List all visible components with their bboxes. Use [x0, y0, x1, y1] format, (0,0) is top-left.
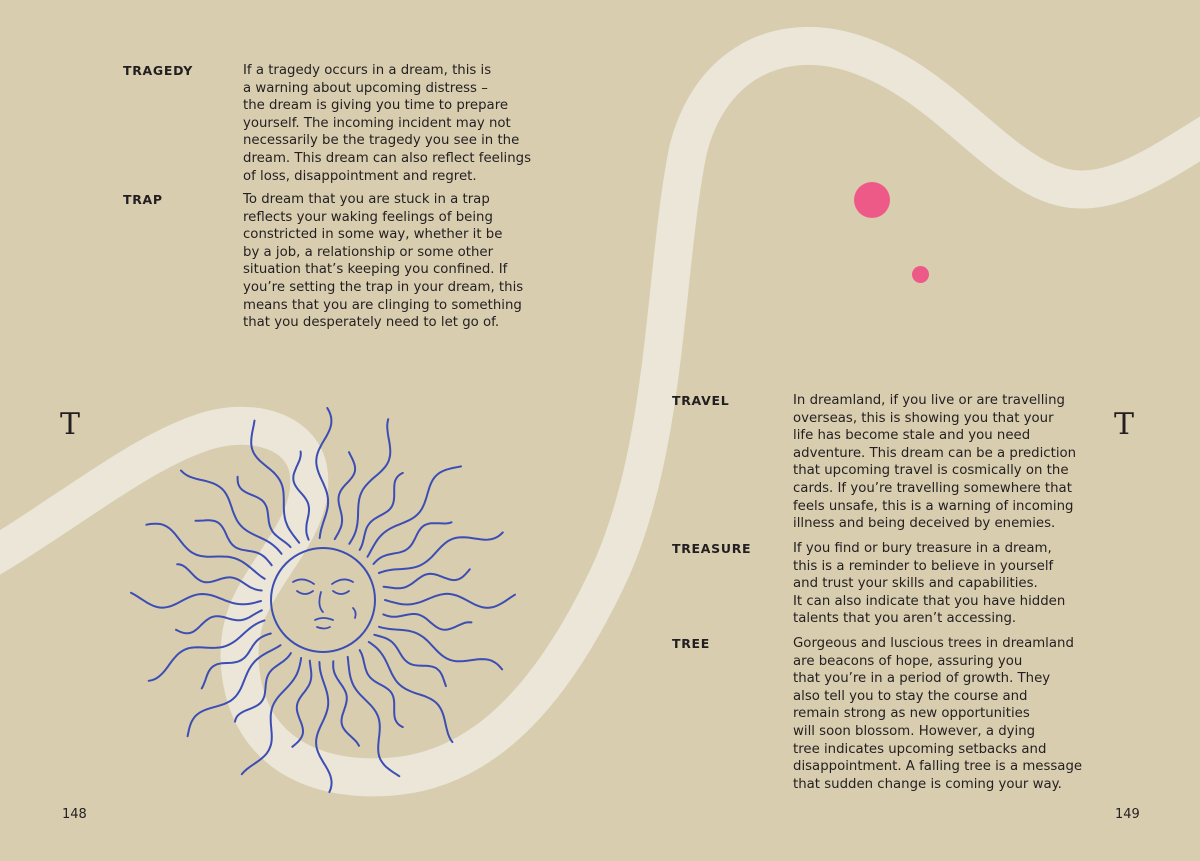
page-number-left: 148	[62, 807, 87, 822]
entry-term: TRAP	[123, 192, 163, 207]
sun-ray	[335, 452, 355, 539]
sun-face-circle	[271, 548, 375, 652]
sun-ray	[202, 634, 271, 689]
sun-ray	[316, 662, 332, 792]
sun-ray	[369, 642, 453, 742]
sun-face-icon	[118, 395, 528, 805]
sun-ray	[292, 661, 311, 747]
entry-term: TREASURE	[672, 541, 752, 556]
sun-ray	[131, 593, 261, 608]
sun-ray	[349, 419, 390, 544]
entry-definition: Gorgeous and luscious trees in dreamland are beacons of hope, assuring you that you’re in a period of growth. They also tell you to stay the course and remain strong as new opportunities will soon blossom. However, a dying tree indicates upcoming setbacks and disappointment. A falling tree is a message that sudden change is coming your way.	[793, 636, 1083, 792]
sun-ray	[177, 564, 262, 590]
pink-dot-small	[912, 266, 929, 283]
sun-ray	[316, 408, 331, 538]
sun-rays	[131, 408, 515, 792]
sun-ray	[293, 452, 309, 540]
entry-definition: If a tragedy occurs in a dream, this is a warning about upcoming distress – the dream is giving you time to prepare yourself. The incoming incident may not necessarily be the tragedy you see in the dream. This dream can also reflect feelings of loss, disappointment and regret.	[243, 63, 532, 184]
entry-definition: In dreamland, if you live or are travelling overseas, this is showing you that your life has become stale and you need adventure. This dream can be a prediction that upcoming travel is cosmically on the cards. If you’re travelling somewhere that feels unsafe, this is a warning of incoming illness and being deceived by enemies.	[793, 393, 1077, 532]
sun-face-features	[293, 579, 356, 628]
sun-ray	[188, 645, 281, 736]
sun-ray	[385, 594, 515, 608]
page-number-right: 149	[1115, 807, 1140, 822]
sun-ray	[384, 569, 470, 588]
sun-ray	[242, 658, 301, 774]
entry-definition: If you find or bury treasure in a dream, this is a reminder to believe in yourself and trust your skills and capabilities. It can also indicate that you have hidden talents that you aren’t accessing.	[793, 541, 1066, 627]
sun-ray	[360, 650, 403, 727]
sun-ray	[235, 653, 291, 722]
sun-ray	[368, 466, 462, 556]
pink-dot-large	[854, 182, 890, 218]
sun-ray	[333, 661, 359, 746]
sun-ray	[383, 614, 471, 630]
entry-definition: To dream that you are stuck in a trap reflects your waking feelings of being constricted in some way, whether it be by a job, a relationship or some other situation that’s keeping you confined. If you’re setting the trap in your dream, this means that you are clinging to something that you desperately need to let go of.	[243, 192, 524, 331]
entry-term: TREE	[672, 636, 711, 651]
entry-term: TRAVEL	[672, 393, 730, 408]
sun-ray	[181, 471, 282, 554]
sun-ray	[251, 421, 299, 543]
section-letter-right: T	[1114, 407, 1135, 442]
section-letter-left: T	[60, 407, 81, 442]
sun-ray	[374, 522, 452, 564]
entry-term: TRAGEDY	[123, 63, 194, 78]
